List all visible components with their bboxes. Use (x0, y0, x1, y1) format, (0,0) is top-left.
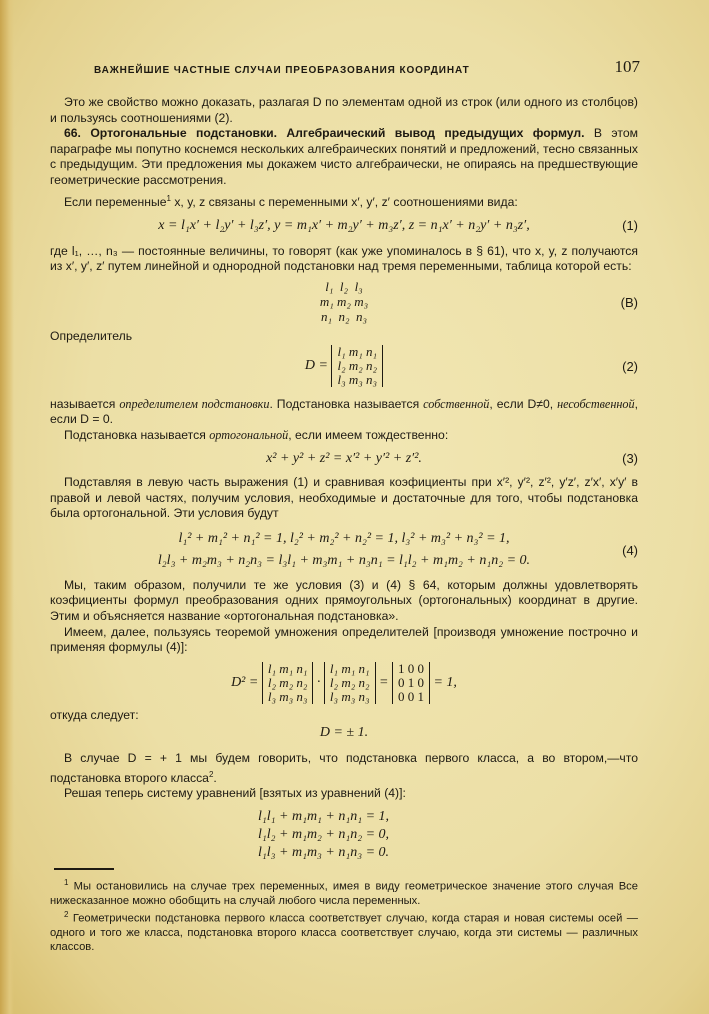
page-header (50, 57, 642, 77)
substitution-table: l₁ l₂ l₃ m₁ m₂ m₃ n₁ n₂ n₃ (319, 279, 369, 324)
paragraph: Решая теперь систему уравнений [взятых из уравнений (4)]: (64, 786, 406, 801)
determinant: l₁ m₁ n₁ l₂ m₂ n₂ l₃ m₃ n₃ (262, 662, 314, 704)
equation-line: l₁l₁ + m₁m₁ + n₁n₁ = 1, (258, 808, 390, 824)
determinant: l₁ m₁ n₁ l₂ m₂ n₂ l₃ m₃ n₃ (324, 662, 376, 704)
section-66 (50, 126, 638, 188)
equation-number: (1) (622, 218, 638, 234)
equation-line: l₁l₂ + m₁m₂ + n₁n₂ = 0, (258, 826, 390, 842)
paragraph: называется определителем подстановки. Подстановка называется собственной, если D≠0, несобственной, если D = 0. (50, 396, 638, 427)
equation-5: D² = l₁ m₁ n₁ l₂ m₂ n₂ l₃ m₃ n₃ · l₁ m₁ n₁ l₂ m₂ n₂ l₃ m₃ n₃ = 1 0 0 0 1 0 0 0 1 = 1, (231, 660, 457, 704)
equation-number: (4) (622, 542, 638, 558)
equation-number: (3) (622, 451, 638, 467)
equation-lhs: D = (304, 357, 328, 373)
text: Если переменные (64, 194, 167, 209)
whence-label: откуда следует: (50, 707, 139, 722)
equation-6: D = ± 1. (319, 725, 369, 741)
section-title: 66. Ортогональные подстановки. Алгебраический вывод предыдущих формул. (64, 126, 585, 141)
paragraph: Подставляя в левую часть выражения (1) и сравнивая коэфициенты при x′², y′², z′², y′z′, z′x′, x′y′ в правой и левой частях, получим условия, необходимые и достаточные для того, чтобы подстановка была ортогональной. Эти условия будут (50, 474, 638, 521)
paragraph: Подстановка называется ортогональной, если имеем тождественно: (64, 427, 449, 442)
determinant-label: Определитель (50, 329, 133, 343)
footnote-divider (54, 868, 114, 870)
equation-1 (50, 218, 638, 234)
body-text (50, 95, 638, 954)
equation-text: x = l₁x′ + l₂y′ + l₃z′, y = m₁x′ + m₂y′ + m₃z′, z = n₁x′ + n₂y′ + n₃z′, (158, 218, 530, 234)
equation-2 (50, 345, 638, 391)
table-B (50, 279, 638, 327)
equation-line: l₁² + m₁² + n₁² = 1, l₂² + m₂² + n₂² = 1, l₃² + m₃² + n₃² = 1, (178, 530, 510, 546)
section-body: В этом параграфе мы попутно коснемся нескольких алгебраических понятий и предложений, тесно связанных с предыдущим. Эти предложения мы докажем чисто алгебраически, не опираясь на предшествующие геометрические рассмотрения. (50, 126, 638, 187)
footnote-1: $^1$ Мы остановились на случае трех переменных, имея в виду геометрическое значение этого случая Все нижесказанное можно обобщить на случай любого числа переменных. (50, 877, 638, 907)
paragraph: В случае D = + 1 мы будем говорить, что подстановка первого класса, а во втором,—что подстановка второго класса$^2$. (50, 750, 638, 785)
footnote-ref-2[interactable]: 2 (208, 769, 214, 779)
text: x, y, z связаны с переменными x′, y′, z′ соотношениями вида: (170, 194, 518, 209)
paragraph: Имеем, далее, пользуясь теоремой умножения определителей [производя умножение построчно и применяя формулы (4)]: (50, 624, 638, 655)
paragraph: Это же свойство можно доказать, разлагая D по элементам одной из строк (или одного из столбцов) и пользуясь соотношениями (2). (50, 95, 638, 125)
footnote-2: $^2$ Геометрически подстановка первого класса соответствует случаю, когда старая и новая системы осей — одного и того же класса, подстановка второго класса соответствует случаю, когда эти системы — различных классов. (50, 909, 638, 954)
footnotes (50, 876, 638, 954)
determinant: l₁ m₁ n₁ l₂ m₂ n₂ l₃ m₃ n₃ (331, 345, 383, 387)
equation-4 (50, 528, 638, 572)
equation-number: (B) (620, 295, 638, 310)
paragraph: Мы, таким образом, получили те же условия (3) и (4) § 64, которым должны удовлетворять коэфициенты формул преобразования одних прямоугольных (ортогональных) координат в другие. Этим и объясняется название «ортогональная подстановка». (50, 577, 638, 623)
page-number: 107 (614, 57, 640, 76)
footnote-ref-1[interactable]: 1 (166, 193, 171, 203)
paragraph (50, 191, 638, 211)
equation-line: l₂l₃ + m₂m₃ + n₂n₃ = l₃l₁ + m₃m₁ + n₃n₁ = l₁l₂ + m₁m₂ + n₁n₂ = 0. (157, 552, 531, 568)
paragraph: где l₁, …, n₃ — постоянные величины, то говорят (как уже упоминалось в § 61), что x, y, z получаются из x′, y′, z′ путем линейной и однородной подстановки над тремя переменными, таблица которой есть: (50, 243, 638, 274)
equation-number: (2) (622, 358, 638, 374)
equation-system (50, 808, 638, 862)
page-edge-shadow (0, 0, 14, 1014)
equation-line: l₁l₃ + m₁m₃ + n₁n₃ = 0. (258, 844, 390, 860)
running-title: ВАЖНЕЙШИЕ ЧАСТНЫЕ СЛУЧАИ ПРЕОБРАЗОВАНИЯ КООРДИНАТ (94, 65, 470, 76)
equation-3 (50, 451, 638, 467)
identity-determinant: 1 0 0 0 1 0 0 0 1 (392, 662, 430, 704)
equation-text: x² + y² + z² = x′² + y′² + z′². (266, 451, 422, 467)
